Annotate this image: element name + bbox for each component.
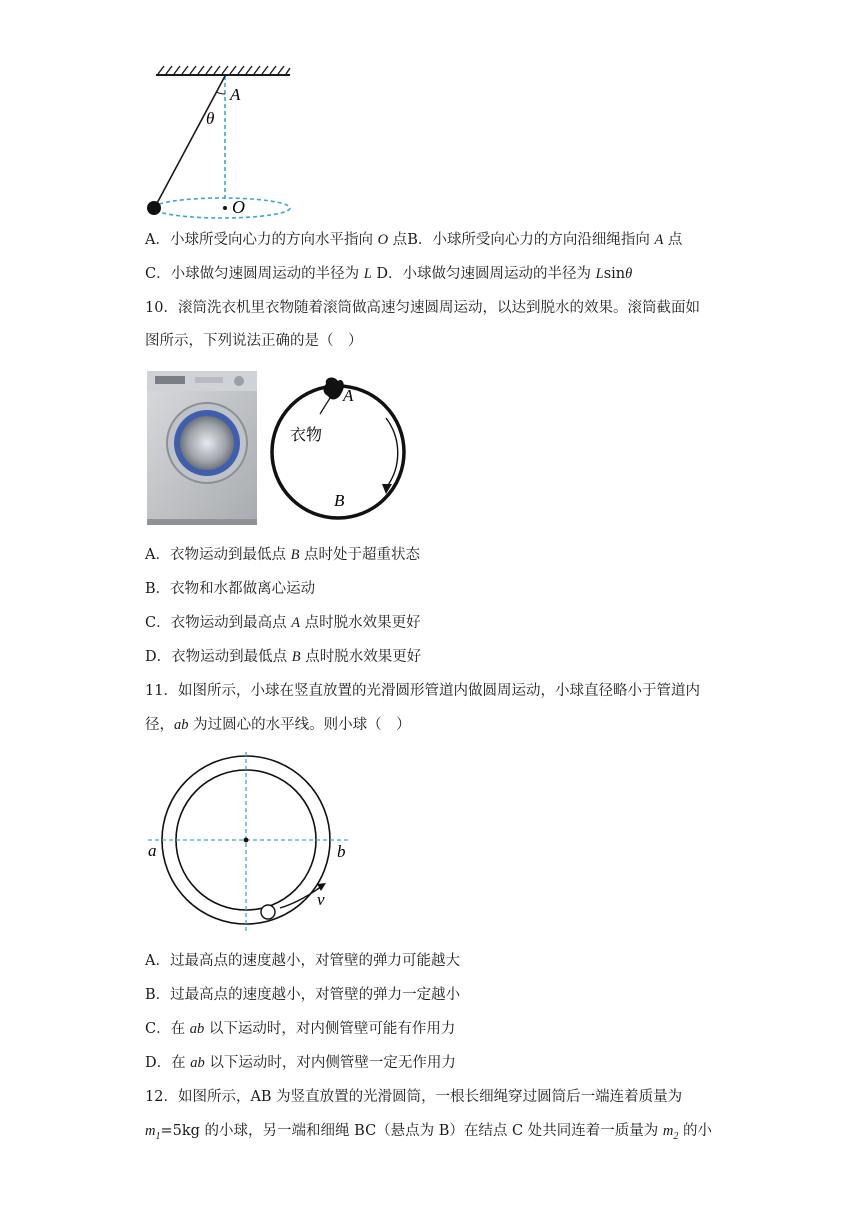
q9-options-line2: C．小球做匀速圆周运动的半径为 L D．小球做匀速圆周运动的半径为 Lsinθ bbox=[145, 266, 633, 282]
circular-tube-figure bbox=[140, 752, 360, 938]
drum-cross-section bbox=[268, 372, 418, 522]
q11-stem-line2: 径，ab 为过圆心的水平线。则小球（ ） bbox=[145, 717, 411, 733]
label-v: v bbox=[317, 890, 325, 909]
conical-pendulum-figure bbox=[140, 62, 310, 222]
q10-option-C: C．衣物运动到最高点 A 点时脱水效果更好 bbox=[145, 615, 421, 631]
label-O: O bbox=[232, 197, 245, 217]
ceiling-hatching bbox=[158, 66, 290, 74]
clothes-blob bbox=[324, 377, 344, 399]
washing-machine-photo bbox=[147, 371, 257, 525]
center-point-O bbox=[223, 206, 227, 210]
label-A: A bbox=[343, 386, 354, 405]
center-point bbox=[244, 838, 249, 843]
q11-option-B: B．过最高点的速度越小，对管壁的弹力一定越小 bbox=[145, 987, 461, 1003]
label-b: b bbox=[337, 842, 346, 861]
orbit-ellipse bbox=[154, 198, 290, 218]
rotation-arrow bbox=[386, 418, 398, 488]
q10-stem-line1: 10．滚筒洗衣机里衣物随着滚筒做高速匀速圆周运动，以达到脱水的效果。滚筒截面如 bbox=[145, 300, 700, 316]
q10-option-A: A．衣物运动到最低点 B 点时处于超重状态 bbox=[145, 547, 421, 563]
label-clothes: 衣物 bbox=[290, 425, 323, 444]
small-ball bbox=[261, 905, 275, 919]
q11-stem-line1: 11．如图所示，小球在竖直放置的光滑圆形管道内做圆周运动，小球直径略小于管道内 bbox=[145, 683, 700, 699]
q12-stem-line1: 12．如图所示，AB 为竖直放置的光滑圆筒，一根长细绳穿过圆筒后一端连着质量为 bbox=[145, 1089, 683, 1105]
q11-option-D: D．在 ab 以下运动时，对内侧管壁一定无作用力 bbox=[145, 1055, 456, 1071]
label-theta: θ bbox=[206, 109, 215, 128]
q11-option-C: C．在 ab 以下运动时，对内侧管壁可能有作用力 bbox=[145, 1021, 456, 1037]
q10-option-B: B．衣物和水都做离心运动 bbox=[145, 581, 316, 597]
label-B: B bbox=[334, 491, 345, 510]
label-A: A bbox=[230, 85, 241, 104]
clothes-pointer bbox=[320, 398, 330, 414]
theta-arc bbox=[217, 92, 226, 94]
q10-stem-line2: 图所示，下列说法正确的是（ ） bbox=[145, 333, 363, 349]
q11-option-A: A．过最高点的速度越小，对管壁的弹力可能越大 bbox=[145, 953, 460, 969]
pendulum-ball bbox=[147, 201, 161, 215]
label-a: a bbox=[148, 841, 157, 860]
pendulum-string bbox=[155, 76, 225, 207]
q10-option-D: D．衣物运动到最低点 B 点时脱水效果更好 bbox=[145, 649, 422, 665]
q12-stem-line2: $m_1=5kg$ 的小球，另一端和细绳 BC（悬点为 B）在结点 C 处共同连着一质量为 $m_2$ 的小 bbox=[145, 1123, 712, 1142]
q9-options-line1: A．小球所受向心力的方向水平指向 O 点B．小球所受向心力的方向沿细绳指向 A 点 bbox=[145, 232, 683, 248]
